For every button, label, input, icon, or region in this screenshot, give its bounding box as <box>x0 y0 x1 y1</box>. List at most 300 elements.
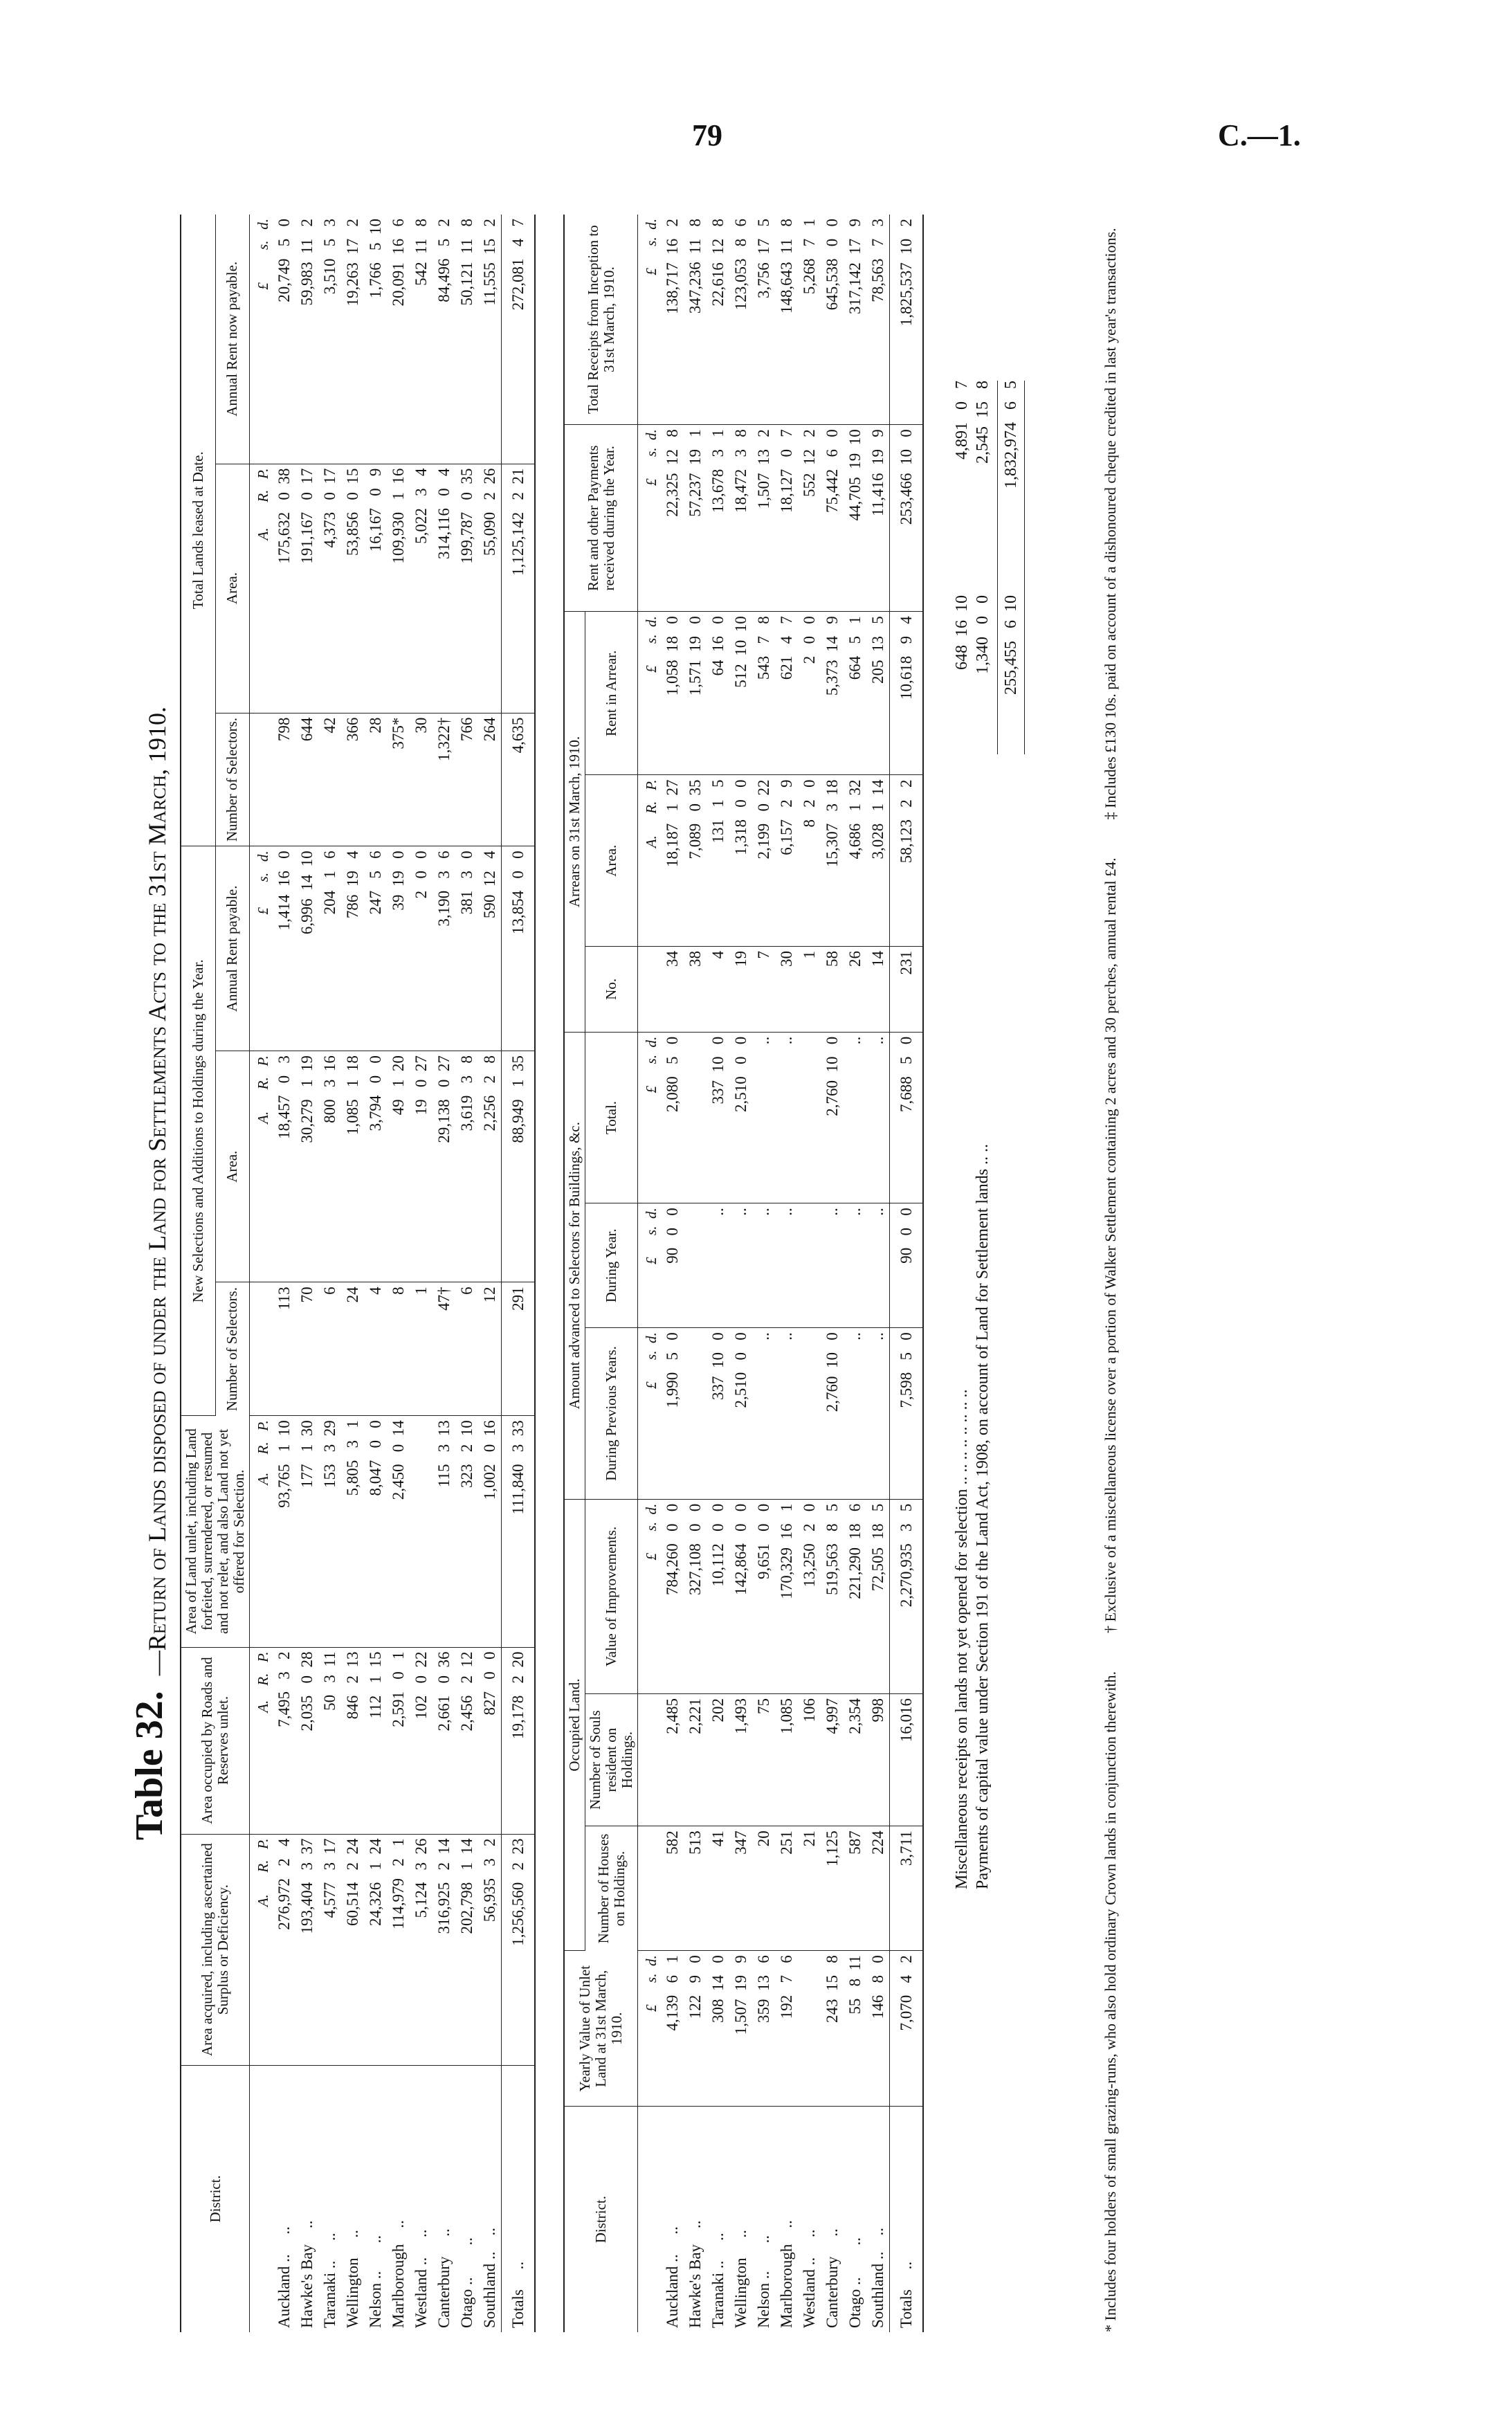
table-row <box>752 215 775 2332</box>
table-row <box>318 215 341 2332</box>
cell-unlet: 177 1 30 <box>295 1416 318 1647</box>
cell-yearly: 308 14 0 <box>707 1951 729 2107</box>
cell-tot_rent: 59,983 11 2 <box>295 215 318 464</box>
cell-prev <box>798 1328 821 1500</box>
cell-arr_no: 58 <box>821 947 844 1033</box>
col-new-number: Number of Selectors. <box>215 1282 249 1416</box>
table-title <box>90 215 180 2332</box>
cell-arr_no: 26 <box>844 947 866 1033</box>
cell-souls: 106 <box>798 1694 821 1826</box>
cell-roads: 112 1 15 <box>364 1647 387 1834</box>
district-cell: Auckland .. .. <box>275 2226 293 2328</box>
cell-tot_no: 375* <box>387 713 410 846</box>
cell-new_no: 12 <box>478 1282 502 1416</box>
cell-arr_area: 2,199 0 22 <box>752 775 775 947</box>
cell-souls: 2,354 <box>844 1694 866 1826</box>
cell-roads: 2,035 0 28 <box>295 1647 318 1834</box>
col-arrears-rent: Rent in Arrear. <box>585 612 638 775</box>
cell-arr_area: 58,123 2 2 <box>890 775 924 947</box>
cell-tot_rent: 11,555 15 2 <box>478 215 502 464</box>
cell-new_no: 6 <box>455 1282 478 1416</box>
cell-roads: 846 2 13 <box>341 1647 364 1834</box>
cell-new_area: 49 1 20 <box>387 1051 410 1282</box>
cell-year <box>684 1203 707 1328</box>
cell-arr_rent: 621 4 7 <box>775 612 798 775</box>
occupied-land-table <box>563 215 924 2332</box>
footnote: * Includes four holders of small grazing-runs, who also hold ordinary Crown lands in conjunction therewith. † Exclusive of a miscellaneous license over a portion of Walker Settlement containing 2 acres and 30 perches, annual rental £4. ‡ Includes £130 10s. paid on account of a dishonoured cheque credited in last year's transactions. <box>1102 228 1119 2332</box>
cell-year: .. <box>844 1203 866 1328</box>
cell-yearly: 146 8 0 <box>866 1951 890 2107</box>
cell-roads: 102 0 22 <box>410 1647 432 1834</box>
cell-yearly: 7,070 4 2 <box>890 1951 924 2107</box>
cell-arr_no: 19 <box>729 947 752 1033</box>
cell-prev: 1,990 5 0 <box>661 1328 684 1500</box>
cell-prev: .. <box>844 1328 866 1500</box>
unit-label: £ s. d. <box>638 1951 662 2107</box>
cell-new_rent: 13,854 0 0 <box>502 846 536 1051</box>
cell-tot_area: 5,022 3 4 <box>410 464 432 713</box>
cell-prev: 337 10 0 <box>707 1328 729 1500</box>
cell-unlet: 1,002 0 16 <box>478 1416 502 1647</box>
cell-acquired: 276,972 2 4 <box>273 1834 295 2065</box>
unit-label: A. R. P. <box>638 775 662 947</box>
table-title-text: —Return of Lands disposed of under the Land for Settlements Acts to the 31st March, 1910. <box>143 706 171 1676</box>
document-reference: C.—1. <box>1218 118 1301 152</box>
cell-tot_no: 4,635 <box>502 713 536 846</box>
unit-label: £ s. d. <box>638 1203 662 1328</box>
cell-houses: 347 <box>729 1826 752 1951</box>
misc-label: Miscellaneous receipts on lands not yet opened for selection .. .. .. .. .. .. .. .. <box>953 1389 971 1889</box>
misc-line <box>972 215 993 2332</box>
district-cell: Totals .. <box>502 2065 536 2332</box>
cell-new_area: 3,619 3 8 <box>455 1051 478 1282</box>
cell-acquired: 1,256,560 2 23 <box>502 1834 536 2065</box>
cell-new_rent: 3,190 3 6 <box>432 846 455 1051</box>
cell-payments: 18,472 3 8 <box>729 425 752 612</box>
cell-houses: 41 <box>707 1826 729 1951</box>
cell-roads: 2,661 0 36 <box>432 1647 455 1834</box>
cell-receipts: 3,756 17 5 <box>752 215 775 425</box>
cell-new_no: 291 <box>502 1282 536 1416</box>
col-group-occupied: Occupied Land. <box>564 1499 585 1951</box>
col-area-unlet: Area of Land unlet, including Land forfeited, surrendered, or resumed and not relet, and also Land not yet offered for Selection. <box>181 1416 250 1647</box>
district-cell: Westland .. .. <box>412 2229 430 2328</box>
cell-unlet: 111,840 3 33 <box>502 1416 536 1647</box>
cell-arr_area: 3,028 1 14 <box>866 775 890 947</box>
cell-unlet: 5,805 3 1 <box>341 1416 364 1647</box>
cell-improve: 2,270,935 3 5 <box>890 1499 924 1693</box>
district-cell: Wellington .. <box>344 2230 361 2328</box>
col-total-number: Number of Selectors. <box>215 713 249 846</box>
units-row <box>638 215 662 2332</box>
cell-tot_no: 42 <box>318 713 341 846</box>
totals-row <box>890 215 924 2332</box>
misc-value: 2,545 15 8 <box>974 381 992 464</box>
cell-tot_rent: 272,081 4 7 <box>502 215 536 464</box>
cell-arr_area: 8 2 0 <box>798 775 821 947</box>
misc-value: 1,340 0 0 <box>974 595 992 674</box>
cell-yearly: 192 7 6 <box>775 1951 798 2107</box>
cell-receipts: 317,142 17 9 <box>844 215 866 425</box>
cell-prev: 2,510 0 0 <box>729 1328 752 1500</box>
cell-improve: 519,563 8 5 <box>821 1499 844 1693</box>
cell-arr_rent: 512 10 10 <box>729 612 752 775</box>
cell-new_no: 1 <box>410 1282 432 1416</box>
cell-new_area: 800 3 16 <box>318 1051 341 1282</box>
cell-acquired: 193,404 3 37 <box>295 1834 318 2065</box>
misc-label: Payments of capital value under Section 191 of the Land Act, 1908, on account of Land for Settlement lands .. .. <box>974 1143 992 1889</box>
cell-total <box>798 1032 821 1203</box>
col-yearly-value: Yearly Value of Unlet Land at 31st March, 1910. <box>564 1951 638 2107</box>
cell-arr_area: 4,686 1 32 <box>844 775 866 947</box>
cell-acquired: 114,979 2 1 <box>387 1834 410 2065</box>
rotated-table-page <box>90 215 1322 2332</box>
cell-unlet: 323 2 10 <box>455 1416 478 1647</box>
unit-label: A. R. P. <box>250 1416 273 1647</box>
cell-arr_area: 6,157 2 9 <box>775 775 798 947</box>
cell-acquired: 24,326 1 24 <box>364 1834 387 2065</box>
cell-new_no: 47† <box>432 1282 455 1416</box>
cell-new_rent: 590 12 4 <box>478 846 502 1051</box>
cell-acquired: 56,935 3 2 <box>478 1834 502 2065</box>
cell-payments: 75,442 6 0 <box>821 425 844 612</box>
cell-arr_no: 30 <box>775 947 798 1033</box>
cell-acquired: 5,124 3 26 <box>410 1834 432 2065</box>
cell-arr_area: 18,187 1 27 <box>661 775 684 947</box>
col-improvements: Value of Improvements. <box>585 1499 638 1693</box>
col-group-total-leased: Total Lands leased at Date. <box>181 215 215 846</box>
cell-improve: 142,864 0 0 <box>729 1499 752 1693</box>
cell-yearly: 55 8 11 <box>844 1951 866 2107</box>
district-cell: Nelson .. .. <box>755 2235 772 2328</box>
cell-tot_no: 644 <box>295 713 318 846</box>
cell-roads: 2,456 2 12 <box>455 1647 478 1834</box>
misc-value: 4,891 0 7 <box>953 381 971 460</box>
misc-sum-value: 1,832,974 6 5 <box>997 381 1025 595</box>
cell-prev: 7,598 5 0 <box>890 1328 924 1500</box>
col-group-advanced: Amount advanced to Selectors for Buildings, &c. <box>564 1032 585 1499</box>
unit-label: A. R. P. <box>250 1051 273 1282</box>
cell-receipts: 1,825,537 10 2 <box>890 215 924 425</box>
cell-arr_no: 38 <box>684 947 707 1033</box>
cell-new_no: 6 <box>318 1282 341 1416</box>
cell-new_area: 30,279 1 19 <box>295 1051 318 1282</box>
cell-new_no: 113 <box>273 1282 295 1416</box>
col-total-rent: Annual Rent now payable. <box>215 215 249 464</box>
cell-payments: 253,466 10 0 <box>890 425 924 612</box>
unit-label: A. R. P. <box>250 1647 273 1834</box>
cell-arr_rent: 205 13 5 <box>866 612 890 775</box>
cell-unlet: 153 3 29 <box>318 1416 341 1647</box>
cell-arr_rent: 543 7 8 <box>752 612 775 775</box>
miscellaneous-receipts <box>951 215 1025 2332</box>
cell-roads: 19,178 2 20 <box>502 1647 536 1834</box>
cell-new_area: 1,085 1 18 <box>341 1051 364 1282</box>
cell-receipts: 148,643 11 8 <box>775 215 798 425</box>
cell-prev: .. <box>775 1328 798 1500</box>
occupied-land-body <box>638 215 924 2332</box>
cell-tot_no: 28 <box>364 713 387 846</box>
cell-houses: 251 <box>775 1826 798 1951</box>
unit-label: £ s. d. <box>638 1328 662 1500</box>
cell-improve: 170,329 16 1 <box>775 1499 798 1693</box>
cell-prev <box>684 1328 707 1500</box>
cell-total: .. <box>752 1032 775 1203</box>
cell-unlet: 2,450 0 14 <box>387 1416 410 1647</box>
cell-year: 90 0 0 <box>890 1203 924 1328</box>
cell-souls: 2,485 <box>661 1694 684 1826</box>
cell-tot_area: 55,090 2 26 <box>478 464 502 713</box>
cell-total: 2,760 10 0 <box>821 1032 844 1203</box>
cell-payments: 18,127 0 7 <box>775 425 798 612</box>
misc-value: 648 16 10 <box>953 595 971 670</box>
cell-roads: 50 3 11 <box>318 1647 341 1834</box>
cell-prev: 2,760 10 0 <box>821 1328 844 1500</box>
cell-year: .. <box>729 1203 752 1328</box>
district-cell: Hawke's Bay .. <box>298 2220 316 2328</box>
cell-arr_rent: 64 16 0 <box>707 612 729 775</box>
district-cell: Wellington .. <box>732 2230 749 2328</box>
cell-souls: 2,221 <box>684 1694 707 1826</box>
cell-improve: 13,250 2 0 <box>798 1499 821 1693</box>
cell-souls: 998 <box>866 1694 890 1826</box>
cell-houses: 21 <box>798 1826 821 1951</box>
cell-improve: 327,108 0 0 <box>684 1499 707 1693</box>
col-total-area: Area. <box>215 464 249 713</box>
footnotes <box>1101 215 1120 2332</box>
cell-new_area: 19 0 27 <box>410 1051 432 1282</box>
col-district: District. <box>181 2065 250 2332</box>
cell-receipts: 347,236 11 8 <box>684 215 707 425</box>
cell-souls: 4,997 <box>821 1694 844 1826</box>
cell-arr_no: 34 <box>661 947 684 1033</box>
district-cell: Totals .. <box>890 2107 924 2332</box>
col-group-new-selections: New Selections and Additions to Holdings during the Year. <box>181 846 215 1416</box>
cell-unlet: 8,047 0 0 <box>364 1416 387 1647</box>
table-row <box>775 215 798 2332</box>
page-number: 79 <box>692 118 722 152</box>
cell-arr_no: 231 <box>890 947 924 1033</box>
col-souls: Number of Souls resident on Holdings. <box>585 1694 638 1826</box>
table-row <box>798 215 821 2332</box>
cell-souls: 1,493 <box>729 1694 752 1826</box>
col-arrears-area: Area. <box>585 775 638 947</box>
units-row <box>250 215 273 2332</box>
col-adv-year: During Year. <box>585 1203 638 1328</box>
cell-arr_rent: 10,618 9 4 <box>890 612 924 775</box>
cell-improve: 10,112 0 0 <box>707 1499 729 1693</box>
col-houses: Number of Houses on Holdings. <box>585 1826 638 1951</box>
cell-tot_area: 191,167 0 17 <box>295 464 318 713</box>
cell-receipts: 78,563 7 3 <box>866 215 890 425</box>
table-row <box>684 215 707 2332</box>
col-adv-previous: During Previous Years. <box>585 1328 638 1500</box>
district-cell: Nelson .. .. <box>367 2235 384 2328</box>
col-district: District. <box>564 2107 638 2332</box>
cell-tot_area: 109,930 1 16 <box>387 464 410 713</box>
cell-improve: 784,260 0 0 <box>661 1499 684 1693</box>
cell-tot_area: 16,167 0 9 <box>364 464 387 713</box>
table-row <box>821 215 844 2332</box>
cell-payments: 57,237 19 1 <box>684 425 707 612</box>
lands-disposed-body <box>250 215 536 2332</box>
unit-label: £ s. d. <box>638 1032 662 1203</box>
district-cell: Taranaki .. .. <box>709 2233 727 2328</box>
table-row <box>273 215 295 2332</box>
cell-year: .. <box>707 1203 729 1328</box>
cell-year: .. <box>821 1203 844 1328</box>
cell-total: 2,080 5 0 <box>661 1032 684 1203</box>
table-row <box>432 215 455 2332</box>
cell-unlet: 115 3 13 <box>432 1416 455 1647</box>
col-area-acquired: Area acquired, including ascertained Surplus or Deficiency. <box>181 1834 250 2065</box>
table-row <box>387 215 410 2332</box>
cell-new_rent: 1,414 16 0 <box>273 846 295 1051</box>
cell-yearly <box>798 1951 821 2107</box>
cell-arr_rent: 1,571 19 0 <box>684 612 707 775</box>
cell-yearly: 4,139 6 1 <box>661 1951 684 2107</box>
cell-new_no: 24 <box>341 1282 364 1416</box>
cell-acquired: 316,925 2 14 <box>432 1834 455 2065</box>
cell-arr_area: 15,307 3 18 <box>821 775 844 947</box>
cell-total: 337 10 0 <box>707 1032 729 1203</box>
cell-total: .. <box>775 1032 798 1203</box>
cell-roads: 827 0 0 <box>478 1647 502 1834</box>
cell-acquired: 202,798 1 14 <box>455 1834 478 2065</box>
cell-houses: 582 <box>661 1826 684 1951</box>
col-new-area: Area. <box>215 1051 249 1282</box>
cell-payments: 1,507 13 2 <box>752 425 775 612</box>
cell-tot_area: 314,116 0 4 <box>432 464 455 713</box>
cell-total: .. <box>844 1032 866 1203</box>
table-row <box>866 215 890 2332</box>
cell-arr_no: 4 <box>707 947 729 1033</box>
cell-tot_no: 766 <box>455 713 478 846</box>
cell-payments: 13,678 3 1 <box>707 425 729 612</box>
cell-unlet <box>410 1416 432 1647</box>
cell-improve: 9,651 0 0 <box>752 1499 775 1693</box>
cell-tot_area: 199,787 0 35 <box>455 464 478 713</box>
cell-new_area: 88,949 1 35 <box>502 1051 536 1282</box>
cell-new_rent: 381 3 0 <box>455 846 478 1051</box>
cell-total: 7,688 5 0 <box>890 1032 924 1203</box>
cell-year: .. <box>866 1203 890 1328</box>
cell-year: 90 0 0 <box>661 1203 684 1328</box>
district-cell: Canterbury .. <box>823 2228 841 2328</box>
cell-houses: 3,711 <box>890 1826 924 1951</box>
cell-acquired: 4,577 3 17 <box>318 1834 341 2065</box>
cell-arr_rent: 1,058 18 0 <box>661 612 684 775</box>
cell-houses: 513 <box>684 1826 707 1951</box>
cell-tot_rent: 50,121 11 8 <box>455 215 478 464</box>
col-new-rent: Annual Rent payable. <box>215 846 249 1051</box>
table-row <box>364 215 387 2332</box>
cell-tot_rent: 20,091 16 6 <box>387 215 410 464</box>
cell-houses: 1,125 <box>821 1826 844 1951</box>
cell-houses: 587 <box>844 1826 866 1951</box>
cell-tot_rent: 3,510 5 3 <box>318 215 341 464</box>
cell-yearly: 122 9 0 <box>684 1951 707 2107</box>
col-group-arrears: Arrears on 31st March, 1910. <box>564 612 585 1033</box>
cell-tot_no: 1,322† <box>432 713 455 846</box>
cell-year <box>798 1203 821 1328</box>
cell-souls: 16,016 <box>890 1694 924 1826</box>
cell-unlet: 93,765 1 10 <box>273 1416 295 1647</box>
cell-roads: 7,495 3 2 <box>273 1647 295 1834</box>
cell-souls: 75 <box>752 1694 775 1826</box>
cell-new_rent: 204 1 6 <box>318 846 341 1051</box>
cell-tot_area: 4,373 0 17 <box>318 464 341 713</box>
cell-acquired: 60,514 2 24 <box>341 1834 364 2065</box>
cell-yearly: 359 13 6 <box>752 1951 775 2107</box>
unit-label: A. R. P. <box>250 464 273 713</box>
misc-sum-row <box>997 215 1025 2332</box>
cell-souls: 202 <box>707 1694 729 1826</box>
cell-new_rent: 39 19 0 <box>387 846 410 1051</box>
cell-arr_no: 1 <box>798 947 821 1033</box>
table-number: Table 32. <box>128 1691 171 1841</box>
cell-tot_rent: 20,749 5 0 <box>273 215 295 464</box>
district-cell: Marlborough .. <box>390 2220 407 2328</box>
col-rent-payments: Rent and other Payments received during the Year. <box>564 425 638 612</box>
cell-new_area: 29,138 0 27 <box>432 1051 455 1282</box>
col-arrears-no: No. <box>585 947 638 1033</box>
cell-receipts: 123,053 8 6 <box>729 215 752 425</box>
district-cell: Southland .. .. <box>869 2227 886 2328</box>
cell-total: 2,510 0 0 <box>729 1032 752 1203</box>
unit-label: A. R. P. <box>250 1834 273 2065</box>
district-cell: Canterbury .. <box>435 2228 453 2328</box>
cell-payments: 44,705 19 10 <box>844 425 866 612</box>
unit-label: £ s. d. <box>638 215 662 425</box>
cell-yearly: 243 15 8 <box>821 1951 844 2107</box>
cell-tot_no: 264 <box>478 713 502 846</box>
cell-arr_rent: 5,373 14 9 <box>821 612 844 775</box>
cell-improve: 72,505 18 5 <box>866 1499 890 1693</box>
table-row <box>729 215 752 2332</box>
table-row <box>341 215 364 2332</box>
cell-total <box>684 1032 707 1203</box>
cell-tot_no: 798 <box>273 713 295 846</box>
district-cell: Westland .. .. <box>801 2229 818 2328</box>
cell-total: .. <box>866 1032 890 1203</box>
cell-tot_area: 53,856 0 15 <box>341 464 364 713</box>
table-row <box>661 215 684 2332</box>
table-row <box>455 215 478 2332</box>
cell-arr_area: 131 1 5 <box>707 775 729 947</box>
unit-label: £ s. d. <box>250 846 273 1051</box>
district-cell: Auckland .. .. <box>664 2226 681 2328</box>
unit-label: £ s. d. <box>638 1499 662 1693</box>
cell-new_rent: 2 0 0 <box>410 846 432 1051</box>
cell-receipts: 22,616 12 8 <box>707 215 729 425</box>
cell-new_area: 3,794 0 0 <box>364 1051 387 1282</box>
col-area-roads: Area occupied by Roads and Reserves unlet. <box>181 1647 250 1834</box>
cell-new_rent: 786 19 4 <box>341 846 364 1051</box>
cell-houses: 224 <box>866 1826 890 1951</box>
cell-new_no: 4 <box>364 1282 387 1416</box>
cell-roads: 2,591 0 1 <box>387 1647 410 1834</box>
cell-tot_area: 1,125,142 2 21 <box>502 464 536 713</box>
cell-yearly: 1,507 19 9 <box>729 1951 752 2107</box>
table-row <box>295 215 318 2332</box>
cell-receipts: 5,268 7 1 <box>798 215 821 425</box>
cell-improve: 221,290 18 6 <box>844 1499 866 1693</box>
cell-new_area: 18,457 0 3 <box>273 1051 295 1282</box>
cell-receipts: 138,717 16 2 <box>661 215 684 425</box>
cell-arr_area: 7,089 0 35 <box>684 775 707 947</box>
lands-disposed-table <box>180 215 536 2332</box>
